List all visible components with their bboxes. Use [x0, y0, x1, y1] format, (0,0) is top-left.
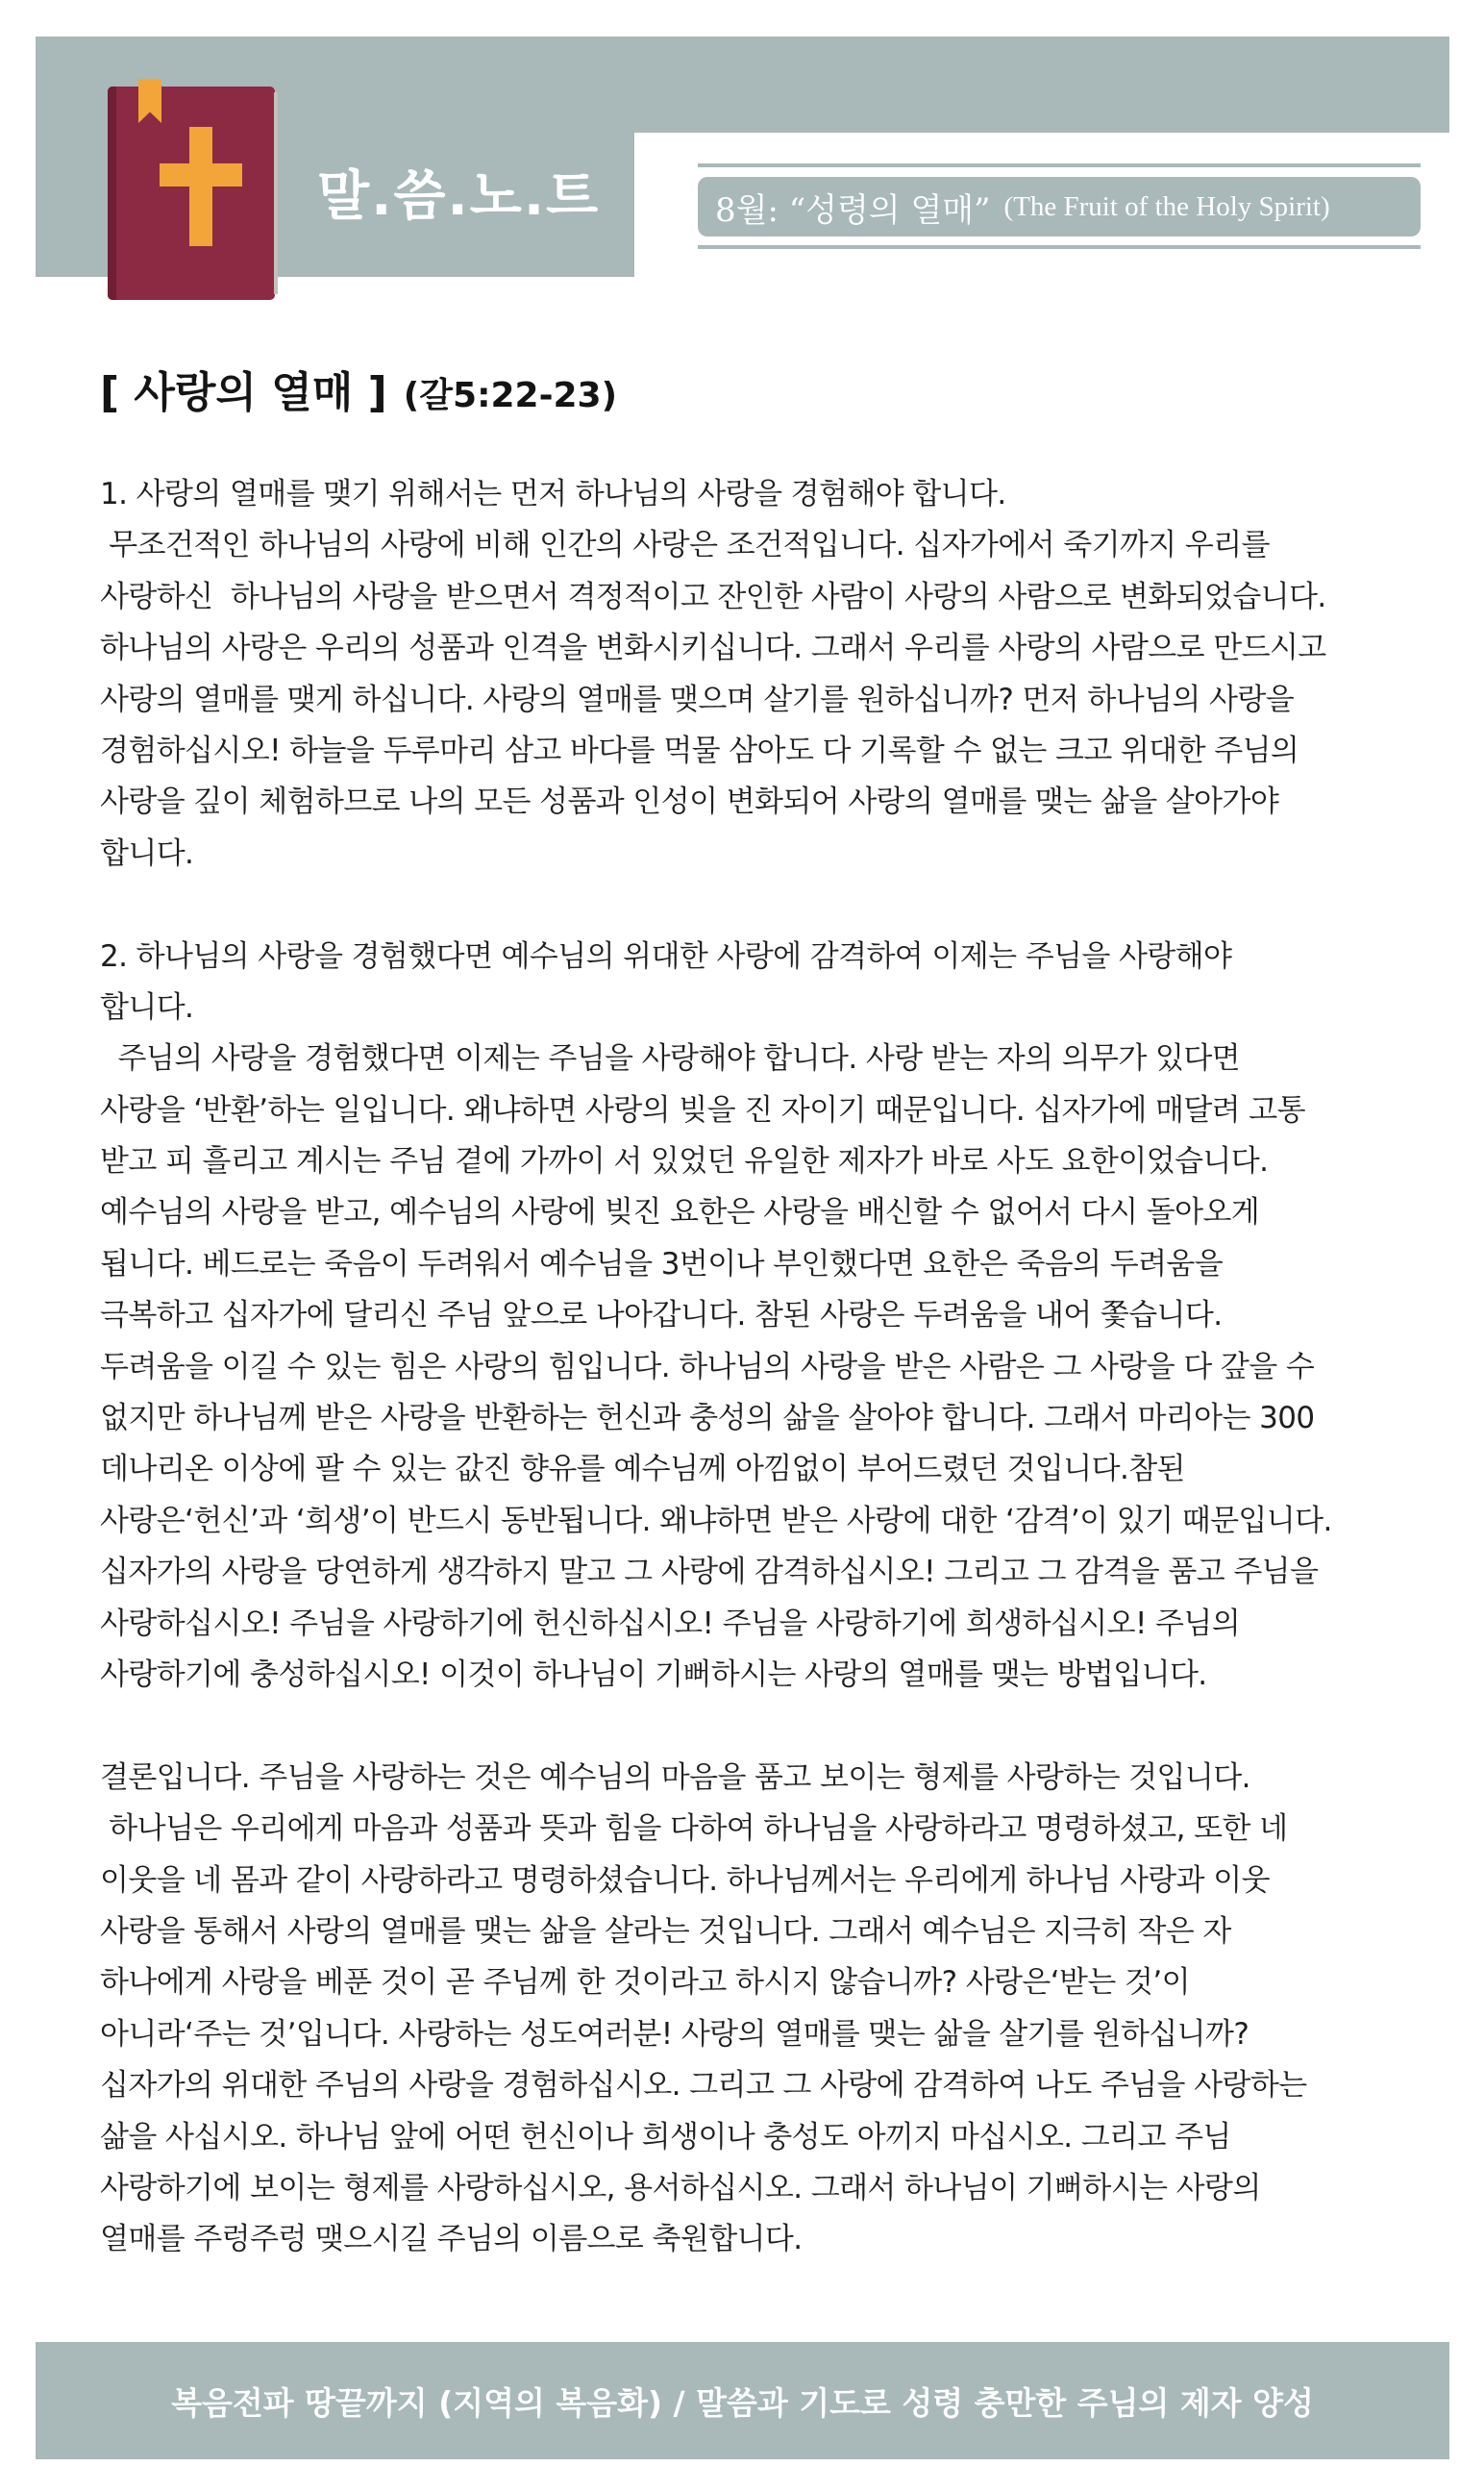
body-line: 사랑을 통해서 사랑의 열매를 맺는 삶을 살라는 것입니다. 그래서 예수님은 지극히 작은 자 [100, 1913, 1231, 1949]
body-line: 사랑을 깊이 체험하므로 나의 모든 성품과 인성이 변화되어 사랑의 열매를 맺는 삶을 살아가야 [100, 785, 1279, 820]
paragraph-gap [100, 1701, 1378, 1752]
body-line: 사랑하십시오! 주님을 사랑하기에 헌신하십시오! 주님을 사랑하기에 희생하십시오! 주님의 [100, 1606, 1241, 1641]
month-theme: 8월: “성령의 열매” [715, 190, 991, 230]
bible-cross-icon [108, 87, 275, 300]
sermon-title-main: [ 사랑의 열매 ] [100, 368, 387, 417]
body-line: 사랑은‘헌신’과 ‘희생’이 반드시 동반됩니다. 왜냐하면 받은 사랑에 대한 ‘감격’이 있기 때문입니다. [100, 1503, 1332, 1538]
body-line: 십자가의 위대한 주님의 사랑을 경험하십시오. 그리고 그 사랑에 감격하여 나도 주님을 사랑하는 [100, 2068, 1307, 2104]
conclusion [100, 1753, 1378, 2266]
cross-icon [189, 127, 212, 246]
body-line: 아니라‘주는 것’입니다. 사랑하는 성도여러분! 사랑의 열매를 맺는 삶을 살기를 원하십니까? [100, 2016, 1249, 2052]
body-line: 됩니다. 베드로는 죽음이 두려워서 예수님을 3번이나 부인했다면 요한은 죽음의 두려움을 [100, 1246, 1224, 1282]
body-line: 이웃을 네 몸과 같이 사랑하라고 명령하셨습니다. 하나님께서는 우리에게 하나님 사랑과 이웃 [100, 1862, 1270, 1898]
body-line: 합니다. [100, 835, 194, 871]
body-line: 없지만 하나님께 받은 사랑을 반환하는 헌신과 충성의 삶을 살아야 합니다. 그래서 마리아는 300 [100, 1401, 1315, 1436]
bible-pages [274, 92, 278, 294]
bible-spine [108, 87, 116, 300]
month-theme-banner [698, 177, 1421, 237]
sermon-title [100, 358, 617, 419]
cross-bar [160, 163, 242, 187]
body-line: 1. 사랑의 열매를 맺기 위해서는 먼저 하나님의 사랑을 경험해야 합니다. [100, 477, 1006, 511]
body-line: 하나에게 사랑을 베푼 것이 곧 주님께 한 것이라고 하시지 않습니까? 사랑은‘받는 것’이 [100, 1965, 1190, 2001]
brand-title: 말.씀.노.트 [317, 165, 601, 228]
month-theme-english: (The Fruit of the Holy Spirit) [1003, 190, 1330, 222]
body-line: 열매를 주렁주렁 맺으시길 주님의 이름으로 축원합니다. [100, 2222, 803, 2257]
footer-text: 복음전파 땅끝까지 (지역의 복음화) / 말씀과 기도로 성령 충만한 주님의 제자 양성 [171, 2383, 1314, 2422]
body-line: 데나리온 이상에 팔 수 있는 값진 향유를 예수님께 아낌없이 부어드렸던 것입니다.참된 [100, 1452, 1185, 1487]
body-line: 사랑의 열매를 맺게 하십니다. 사랑의 열매를 맺으며 살기를 원하십니까? 먼저 하나님의 사랑을 [100, 682, 1295, 717]
section-1 [100, 469, 1378, 880]
footer-banner [36, 2342, 1449, 2459]
body-line: 사랑하기에 보이는 형제를 사랑하십시오, 용서하십시오. 그래서 하나님이 기뻐하시는 사랑의 [100, 2170, 1261, 2205]
sermon-body [100, 469, 1378, 2266]
body-line: 2. 하나님의 사랑을 경험했다면 예수님의 위대한 사랑에 감격하여 이제는 주님을 사랑해야 [100, 938, 1232, 974]
scripture-reference: (갈5:22-23) [403, 376, 618, 415]
body-line: 받고 피 흘리고 계시는 주님 곁에 가까이 서 있었던 유일한 제자가 바로 사도 요한이었습니다. [100, 1144, 1269, 1180]
body-line: 하나님은 우리에게 마음과 성품과 뜻과 힘을 다하여 하나님을 사랑하라고 명령하셨고, 또한 네 [100, 1811, 1288, 1847]
body-line: 삶을 사십시오. 하나님 앞에 어떤 헌신이나 희생이나 충성도 아끼지 마십시오. 그리고 주님 [100, 2119, 1231, 2155]
section-2 [100, 932, 1378, 1702]
body-line: 결론입니다. 주님을 사랑하는 것은 예수님의 마음을 품고 보이는 형제를 사랑하는 것입니다. [100, 1759, 1250, 1795]
body-line: 무조건적인 하나님의 사랑에 비해 인간의 사랑은 조건적입니다. 십자가에서 죽기까지 우리를 [100, 528, 1270, 563]
month-rule-bottom [698, 245, 1421, 249]
body-line: 사랑하신 하나님의 사랑을 받으면서 격정적이고 잔인한 사람이 사랑의 사람으로 변화되었습니다. [100, 579, 1326, 614]
bookmark-ribbon-icon [138, 79, 161, 123]
body-line: 사랑을 ‘반환’하는 일입니다. 왜냐하면 사랑의 빚을 진 자이기 때문입니다. 십자가에 매달려 고통 [100, 1092, 1305, 1128]
body-line: 두려움을 이길 수 있는 힘은 사랑의 힘입니다. 하나님의 사랑을 받은 사람은 그 사랑을 다 갚을 수 [100, 1349, 1315, 1384]
body-line: 예수님의 사랑을 받고, 예수님의 사랑에 빚진 요한은 사랑을 배신할 수 없어서 다시 돌아오게 [100, 1195, 1260, 1231]
month-rule-top [698, 163, 1421, 167]
body-line: 하나님의 사랑은 우리의 성품과 인격을 변화시키십니다. 그래서 우리를 사랑의 사람으로 만드시고 [100, 631, 1326, 666]
paragraph-gap [100, 880, 1378, 931]
body-line: 경험하십시오! 하늘을 두루마리 삼고 바다를 먹물 삼아도 다 기록할 수 없는 크고 위대한 주님의 [100, 733, 1299, 768]
body-line: 극복하고 십자가에 달리신 주님 앞으로 나아갑니다. 참된 사랑은 두려움을 내어 쫓습니다. [100, 1298, 1223, 1333]
body-line: 주님의 사랑을 경험했다면 이제는 주님을 사랑해야 합니다. 사랑 받는 자의 의무가 있다면 [100, 1041, 1241, 1077]
body-line: 십자가의 사랑을 당연하게 생각하지 말고 그 사랑에 감격하십시오! 그리고 그 감격을 품고 주님을 [100, 1555, 1319, 1590]
body-line: 합니다. [100, 989, 194, 1025]
body-line: 사랑하기에 충성하십시오! 이것이 하나님이 기뻐하시는 사랑의 열매를 맺는 방법입니다. [100, 1657, 1207, 1692]
